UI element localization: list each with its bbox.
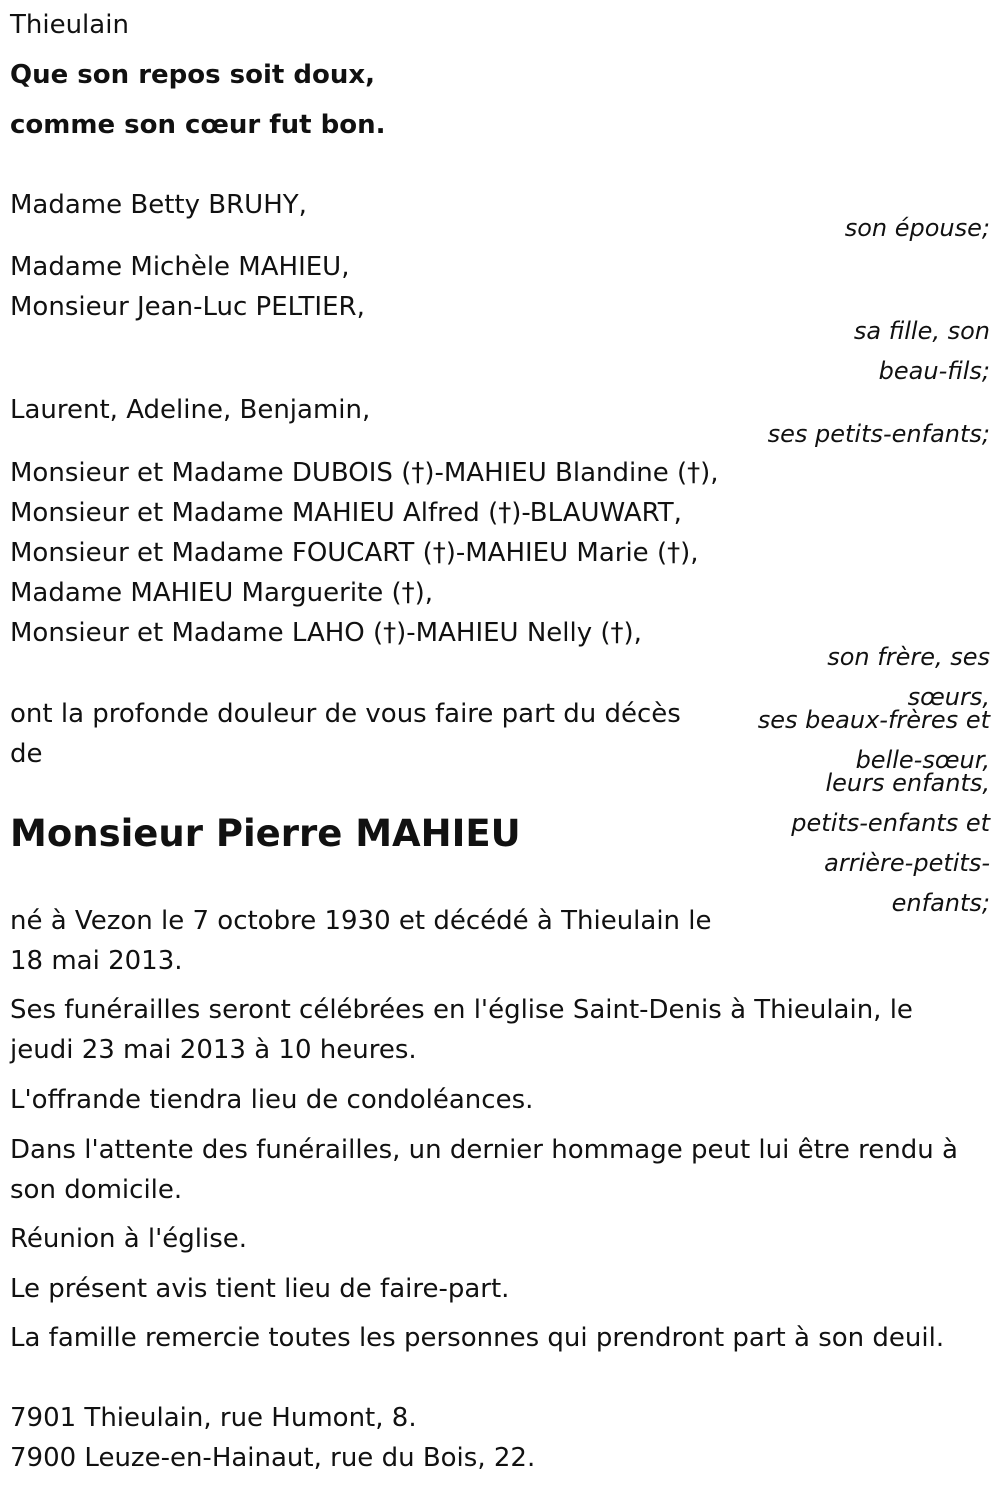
homage-line-2: son domicile.: [10, 1175, 183, 1205]
sibling-line: Monsieur et Madame LAHO (†)-MAHIEU Nelly (†),: [10, 618, 642, 648]
birth-death-line-1: né à Vezon le 7 octobre 1930 et décédé à Thieulain le: [10, 906, 712, 936]
offering-text: L'offrande tiendra lieu de condoléances.: [10, 1085, 534, 1115]
siblings-role-line: enfants;: [891, 889, 990, 917]
motto-line-2: comme son cœur fut bon.: [10, 110, 386, 140]
grandchildren-names: Laurent, Adeline, Benjamin,: [10, 395, 371, 425]
deceased-name: Monsieur Pierre MAHIEU: [10, 812, 521, 855]
announcement-line-2: de: [10, 739, 43, 769]
announcement-line-1: ont la profonde douleur de vous faire part du décès: [10, 699, 681, 729]
place-heading: Thieulain: [10, 10, 129, 40]
spouse-role: son épouse;: [844, 214, 990, 242]
homage-line-1: Dans l'attente des funérailles, un dernier hommage peut lui être rendu à: [10, 1135, 958, 1165]
siblings-role-line: arrière-petits-: [824, 849, 990, 877]
sibling-line: Monsieur et Madame MAHIEU Alfred (†)-BLAUWART,: [10, 498, 682, 528]
sibling-line: Monsieur et Madame FOUCART (†)-MAHIEU Marie (†),: [10, 538, 699, 568]
funeral-line-2: jeudi 23 mai 2013 à 10 heures.: [10, 1035, 417, 1065]
motto-line-1: Que son repos soit doux,: [10, 60, 376, 90]
daughter-name: Madame Michèle MAHIEU,: [10, 252, 350, 282]
notice-text: Le présent avis tient lieu de faire-part.: [10, 1274, 510, 1304]
siblings-role-line: ses beaux-frères et: [757, 706, 990, 734]
siblings-role-line: belle-sœur,: [855, 746, 990, 774]
sibling-line: Monsieur et Madame DUBOIS (†)-MAHIEU Blandine (†),: [10, 458, 719, 488]
sibling-line: Madame MAHIEU Marguerite (†),: [10, 578, 434, 608]
funeral-line-1: Ses funérailles seront célébrées en l'église Saint-Denis à Thieulain, le: [10, 995, 913, 1025]
spouse-name: Madame Betty BRUHY,: [10, 190, 307, 220]
meeting-text: Réunion à l'église.: [10, 1224, 248, 1254]
daughter-role-line-1: sa fille, son: [853, 317, 990, 345]
address-line: 7900 Leuze-en-Hainaut, rue du Bois, 22.: [10, 1443, 536, 1473]
siblings-role-line: son frère, ses: [827, 643, 990, 671]
daughter-role-line-2: beau-fils;: [878, 357, 990, 385]
grandchildren-role: ses petits-enfants;: [767, 420, 990, 448]
address-line: 7901 Thieulain, rue Humont, 8.: [10, 1403, 417, 1433]
son-in-law-name: Monsieur Jean-Luc PELTIER,: [10, 292, 365, 322]
siblings-role-line: leurs enfants,: [825, 769, 990, 797]
siblings-role-line: petits-enfants et: [791, 809, 990, 837]
siblings-role-line: sœurs,: [907, 683, 990, 711]
thanks-text: La famille remercie toutes les personnes qui prendront part à son deuil.: [10, 1323, 945, 1353]
birth-death-line-2: 18 mai 2013.: [10, 946, 183, 976]
